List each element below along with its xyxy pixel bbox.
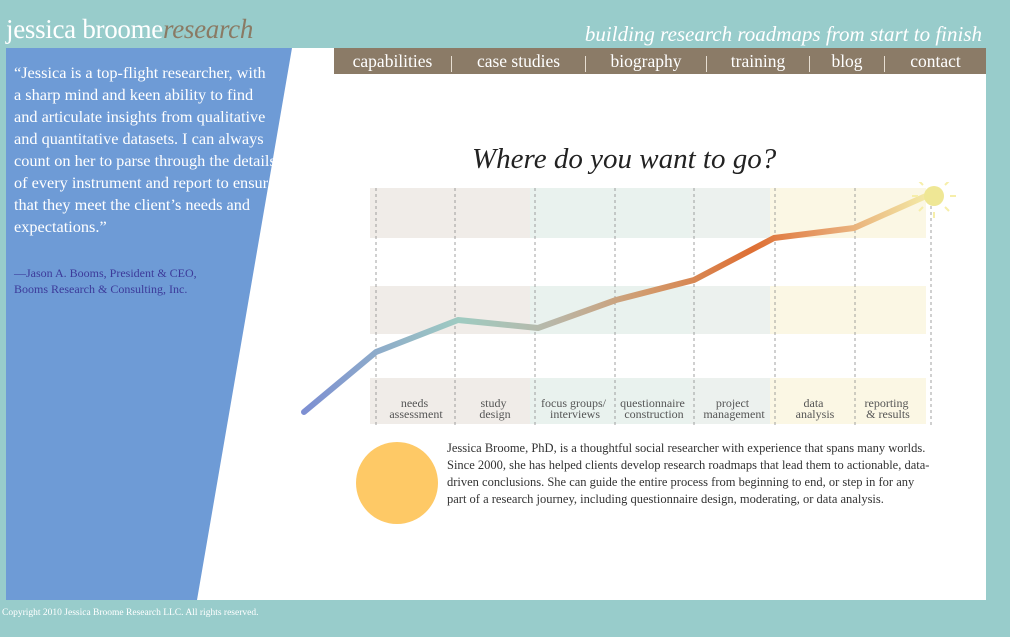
main-nav (334, 48, 986, 74)
attribution-company: Booms Research & Consulting, Inc. (14, 282, 188, 296)
tagline: building research roadmaps from start to finish (584, 22, 982, 46)
bio-text: Jessica Broome, PhD, is a thoughtful social researcher with experience that spans many worlds. Since 2000, she has helped clients develop research roadmaps that lead them to actionable, data-driven conclusions. She can guide the entire process from beginning to end, or step in for any part of a research journey, including questionnaire design, moderating, or data analysis. (447, 441, 930, 506)
testimonial-quote: “Jessica is a top-flight researcher, with a sharp mind and keen ability to find and articulate insights from qualitative and quantitative datasets. I can always count on her to parse through the details of every instrument and report to ensure that they meet the client’s needs and expectations.” (14, 63, 276, 236)
testimonial-attribution (14, 265, 254, 297)
brand-name-accent: research (163, 14, 254, 44)
stage-data-analysis: data analysis (795, 396, 835, 421)
attribution-name: —Jason A. Booms, President & CEO, (14, 266, 197, 280)
stage-needs-assessment: needs assessment (389, 396, 443, 421)
stage-project-management: project management (703, 396, 765, 421)
nav-contact[interactable]: contact (910, 50, 961, 71)
roadmap-graphic (286, 182, 966, 432)
brand-logo[interactable] (6, 14, 253, 45)
stage-reporting: reporting & results (864, 396, 910, 421)
stage-focus-groups: focus groups/ interviews (541, 396, 606, 421)
stage-study-design: study design (479, 396, 511, 421)
nav-training[interactable]: training (730, 50, 786, 71)
band-columns (370, 188, 926, 424)
stage-questionnaire: questionnaire construction (620, 396, 685, 421)
nav-blog[interactable]: blog (831, 50, 863, 71)
nav-biography[interactable]: biography (610, 50, 682, 71)
content-panel (6, 48, 986, 600)
page-heading: Where do you want to go? (472, 143, 777, 175)
brand-name: jessica broome (6, 14, 163, 44)
sun-circle-icon (354, 440, 440, 526)
nav-capabilities[interactable]: capabilities (352, 50, 433, 71)
nav-case-studies[interactable]: case studies (476, 50, 561, 71)
copyright-footer: Copyright 2010 Jessica Broome Research LLC. All rights reserved. (2, 608, 259, 618)
